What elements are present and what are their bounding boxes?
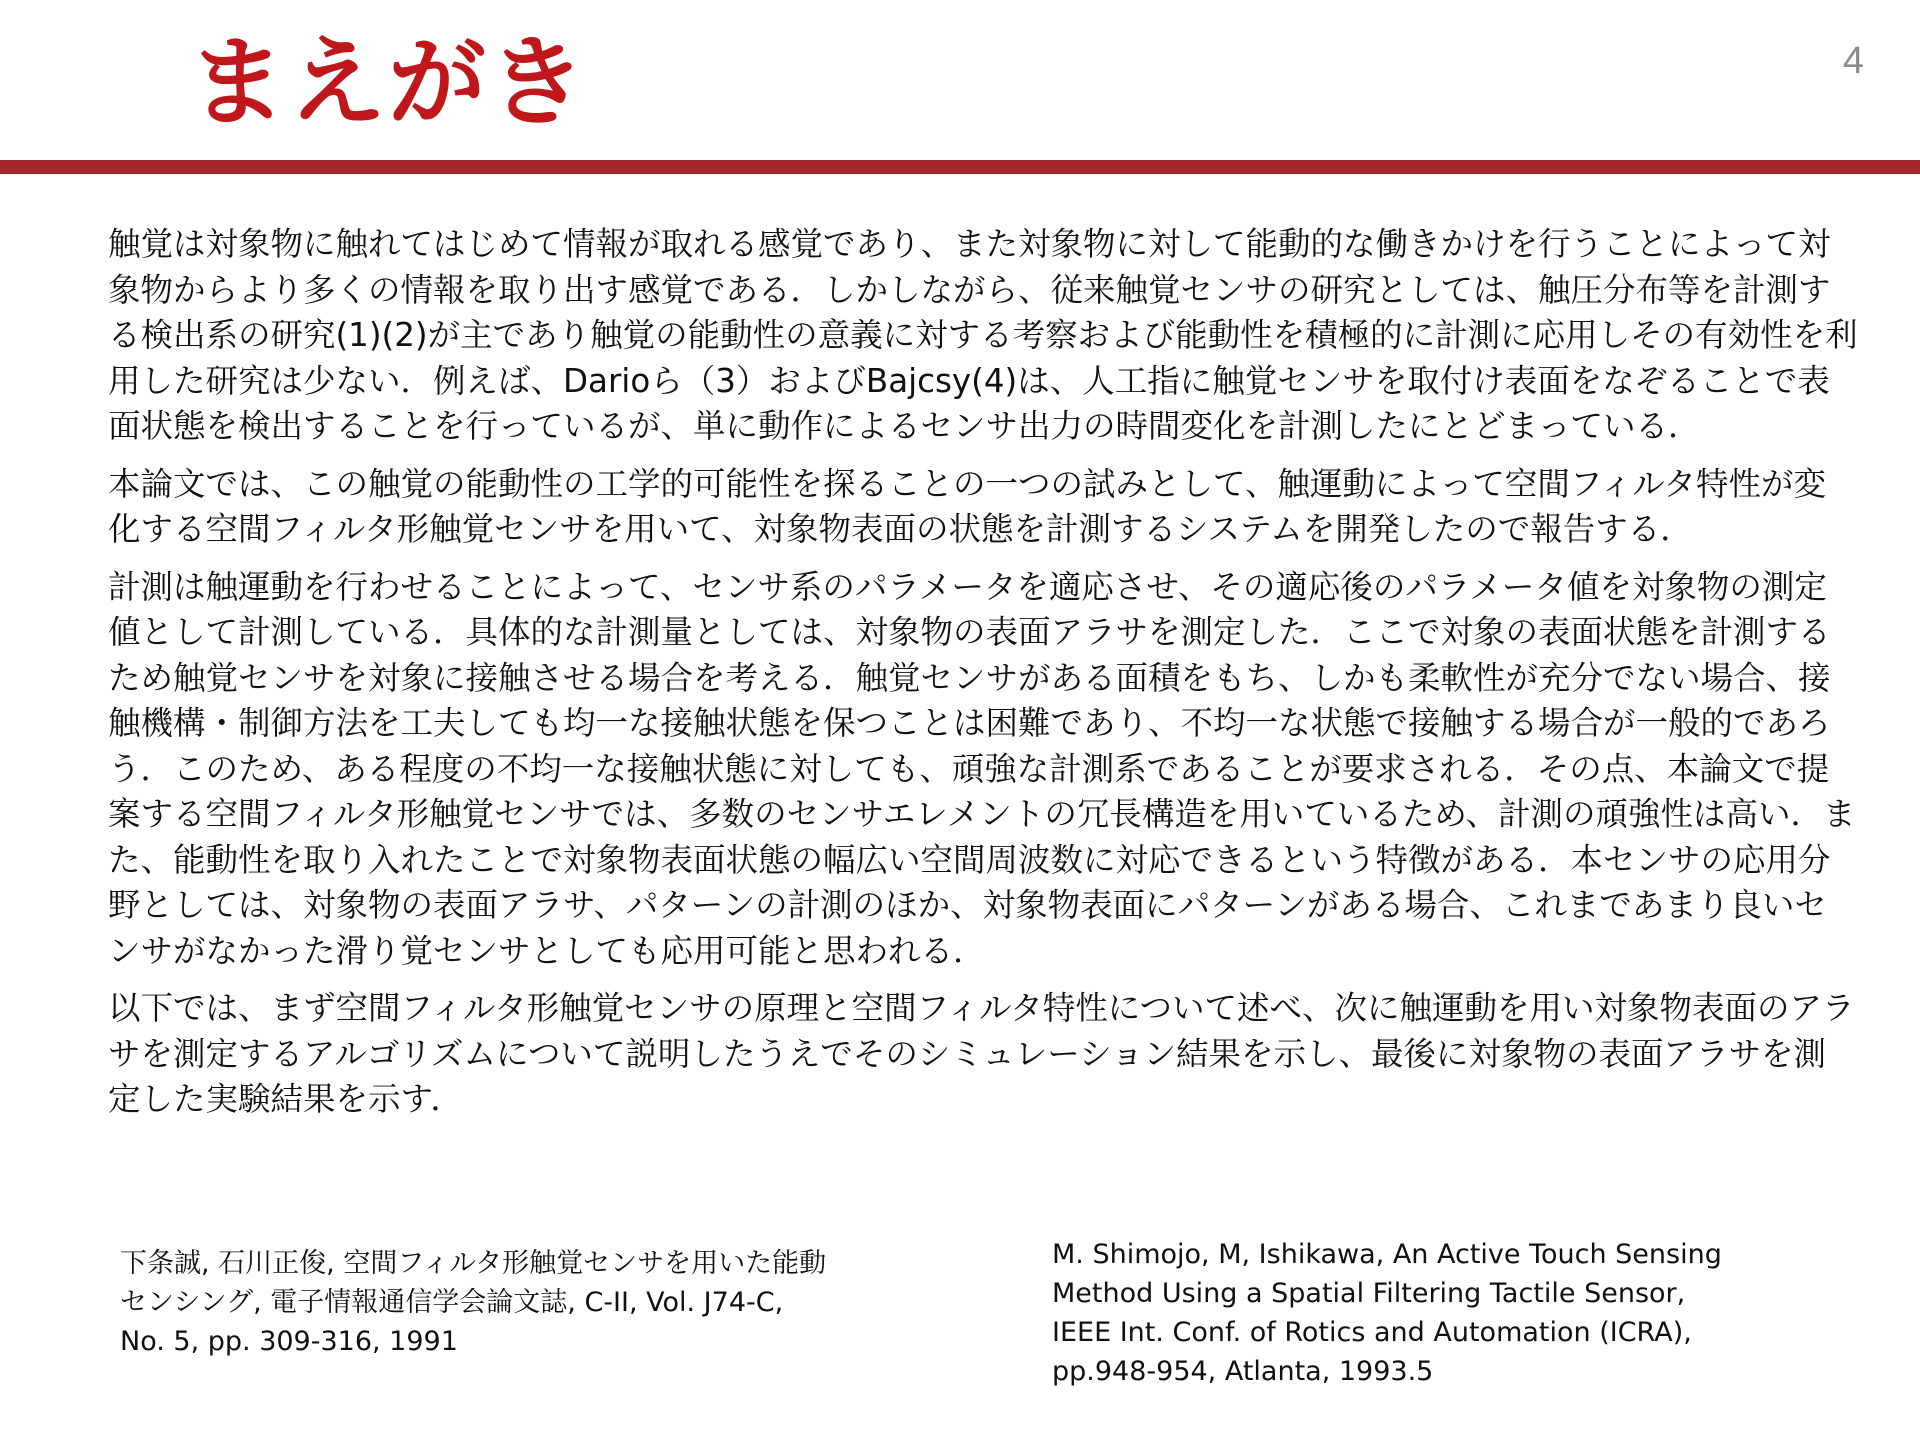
page-number: 4 [1842, 40, 1864, 82]
paragraph-intro: 触覚は対象物に触れてはじめて情報が取れる感覚であり、また対象物に対して能動的な働きかけを行うことによって対象物からより多くの情報を取り出す感覚である．しかしながら、従来触覚センサの研究としては、触圧分布等を計測する検出系の研究(1)(2)が主であり触覚の能動性の意義に対する考察および能動性を積極的に計測に応用しその有効性を利用した研究は少ない．例えば、Darioら（3）およびBajcsy(4)は、人工指に触覚センサを取付け表面をなぞることで表面状態を検出することを行っているが、単に動作によるセンサ出力の時間変化を計測したにとどまっている． [108, 225, 1858, 445]
header-divider [0, 160, 1920, 174]
reference-english: M. Shimojo, M, Ishikawa, An Active Touch Sensing Method Using a Spatial Filtering Tactile Sensor, IEEE Int. Conf. of Rotics and Automation (ICRA), pp.948-954, Atlanta, 1993.5 [1052, 1239, 1722, 1387]
paragraph-method: 計測は触運動を行わせることによって、センサ系のパラメータを適応させ、その適応後のパラメータ値を対象物の測定値として計測している．具体的な計測量としては、対象物の表面アラサを測定した．ここで対象の表面状態を計測するため触覚センサを対象に接触させる場合を考える．触覚センサがある面積をもち、しかも柔軟性が充分でない場合、接触機構・制御方法を工夫しても均一な接触状態を保つことは困難であり、不均一な状態で接触する場合が一般的であろう．このため、ある程度の不均一な接触状態に対しても、頑強な計測系であることが要求される．その点、本論文で提案する空間フィルタ形触覚センサでは、多数のセンサエレメントの冗長構造を用いているため、計測の頑強性は高い．また、能動性を取り入れたことで対象物表面状態の幅広い空間周波数に対応できるという特徴がある．本センサの応用分野としては、対象物の表面アラサ、パターンの計測のほか、対象物表面にパターンがある場合、これまであまり良いセンサがなかった滑り覚センサとしても応用可能と思われる． [108, 567, 1856, 970]
paragraph-outline: 以下では、まず空間フィルタ形触覚センサの原理と空間フィルタ特性について述べ、次に触運動を用い対象物表面のアラサを測定するアルゴリズムについて説明したうえでそのシミュレーション結果を示し、最後に対象物の表面アラサを測定した実験結果を示す． [108, 989, 1855, 1118]
slide-title: まえがき [188, 26, 589, 140]
body-text [108, 222, 1858, 1135]
paragraph-purpose: 本論文では、この触覚の能動性の工学的可能性を探ることの一つの試みとして、触運動によって空間フィルタ特性が変化する空間フィルタ形触覚センサを用いて、対象物表面の状態を計測するシステムを開発したので報告する． [108, 464, 1826, 548]
reference-japanese: 下条誠, 石川正俊, 空間フィルタ形触覚センサを用いた能動 センシング, 電子情報通信学会論文誌, C-II, Vol. J74-C, No. 5, pp. 309-316, 1991 [120, 1248, 827, 1357]
